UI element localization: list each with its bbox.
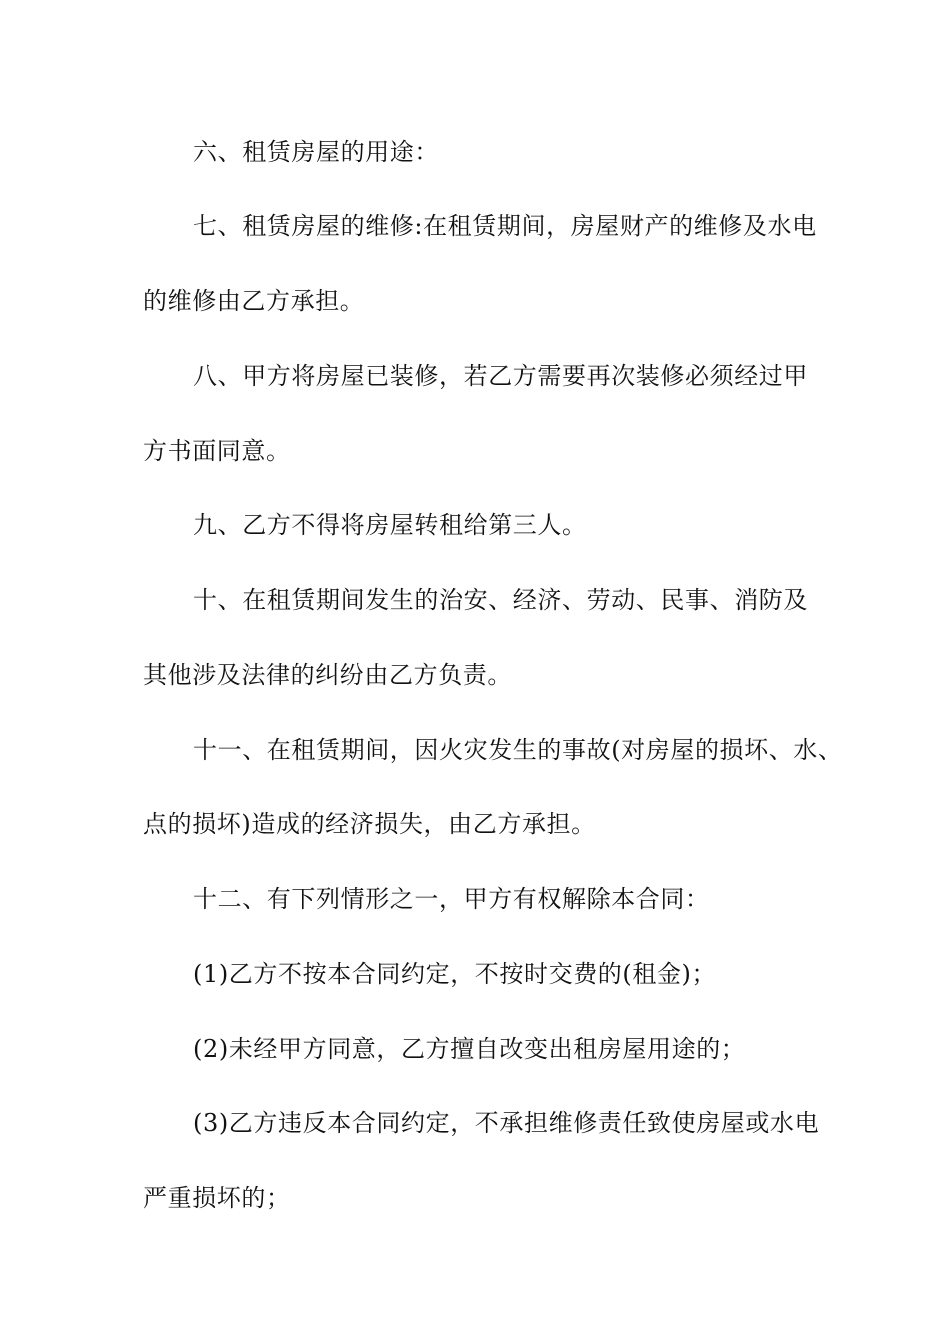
clause-7-line-2: 的维修由乙方承担。 bbox=[143, 287, 365, 315]
clause-12-item-3-line-2: 严重损坏的； bbox=[143, 1184, 291, 1212]
clause-12-item-2: (2)未经甲方同意，乙方擅自改变出租房屋用途的； bbox=[193, 1035, 746, 1063]
clause-7-line-1: 七、租赁房屋的维修:在租赁期间，房屋财产的维修及水电 bbox=[193, 212, 817, 240]
clause-10-line-2: 其他涉及法律的纠纷由乙方负责。 bbox=[143, 661, 512, 689]
clause-12-item-3-line-1: (3)乙方违反本合同约定，不承担维修责任致使房屋或水电 bbox=[193, 1109, 820, 1137]
clause-8-line-1: 八、甲方将房屋已装修，若乙方需要再次装修必须经过甲 bbox=[193, 362, 808, 390]
clause-8-line-2: 方书面同意。 bbox=[143, 437, 291, 465]
clause-6-line-1: 六、租赁房屋的用途： bbox=[193, 138, 439, 166]
clause-12-line-1: 十二、有下列情形之一，甲方有权解除本合同： bbox=[193, 885, 710, 913]
clause-9-line-1: 九、乙方不得将房屋转租给第三人。 bbox=[193, 511, 587, 539]
clause-10-line-1: 十、在租赁期间发生的治安、经济、劳动、民事、消防及 bbox=[193, 586, 808, 614]
clause-12-item-1: (1)乙方不按本合同约定，不按时交费的(租金)； bbox=[193, 960, 717, 988]
clause-11-line-1: 十一、在租赁期间，因火灾发生的事故(对房屋的损坏、水、 bbox=[193, 736, 843, 764]
clause-11-line-2: 点的损坏)造成的经济损失，由乙方承担。 bbox=[143, 810, 596, 838]
